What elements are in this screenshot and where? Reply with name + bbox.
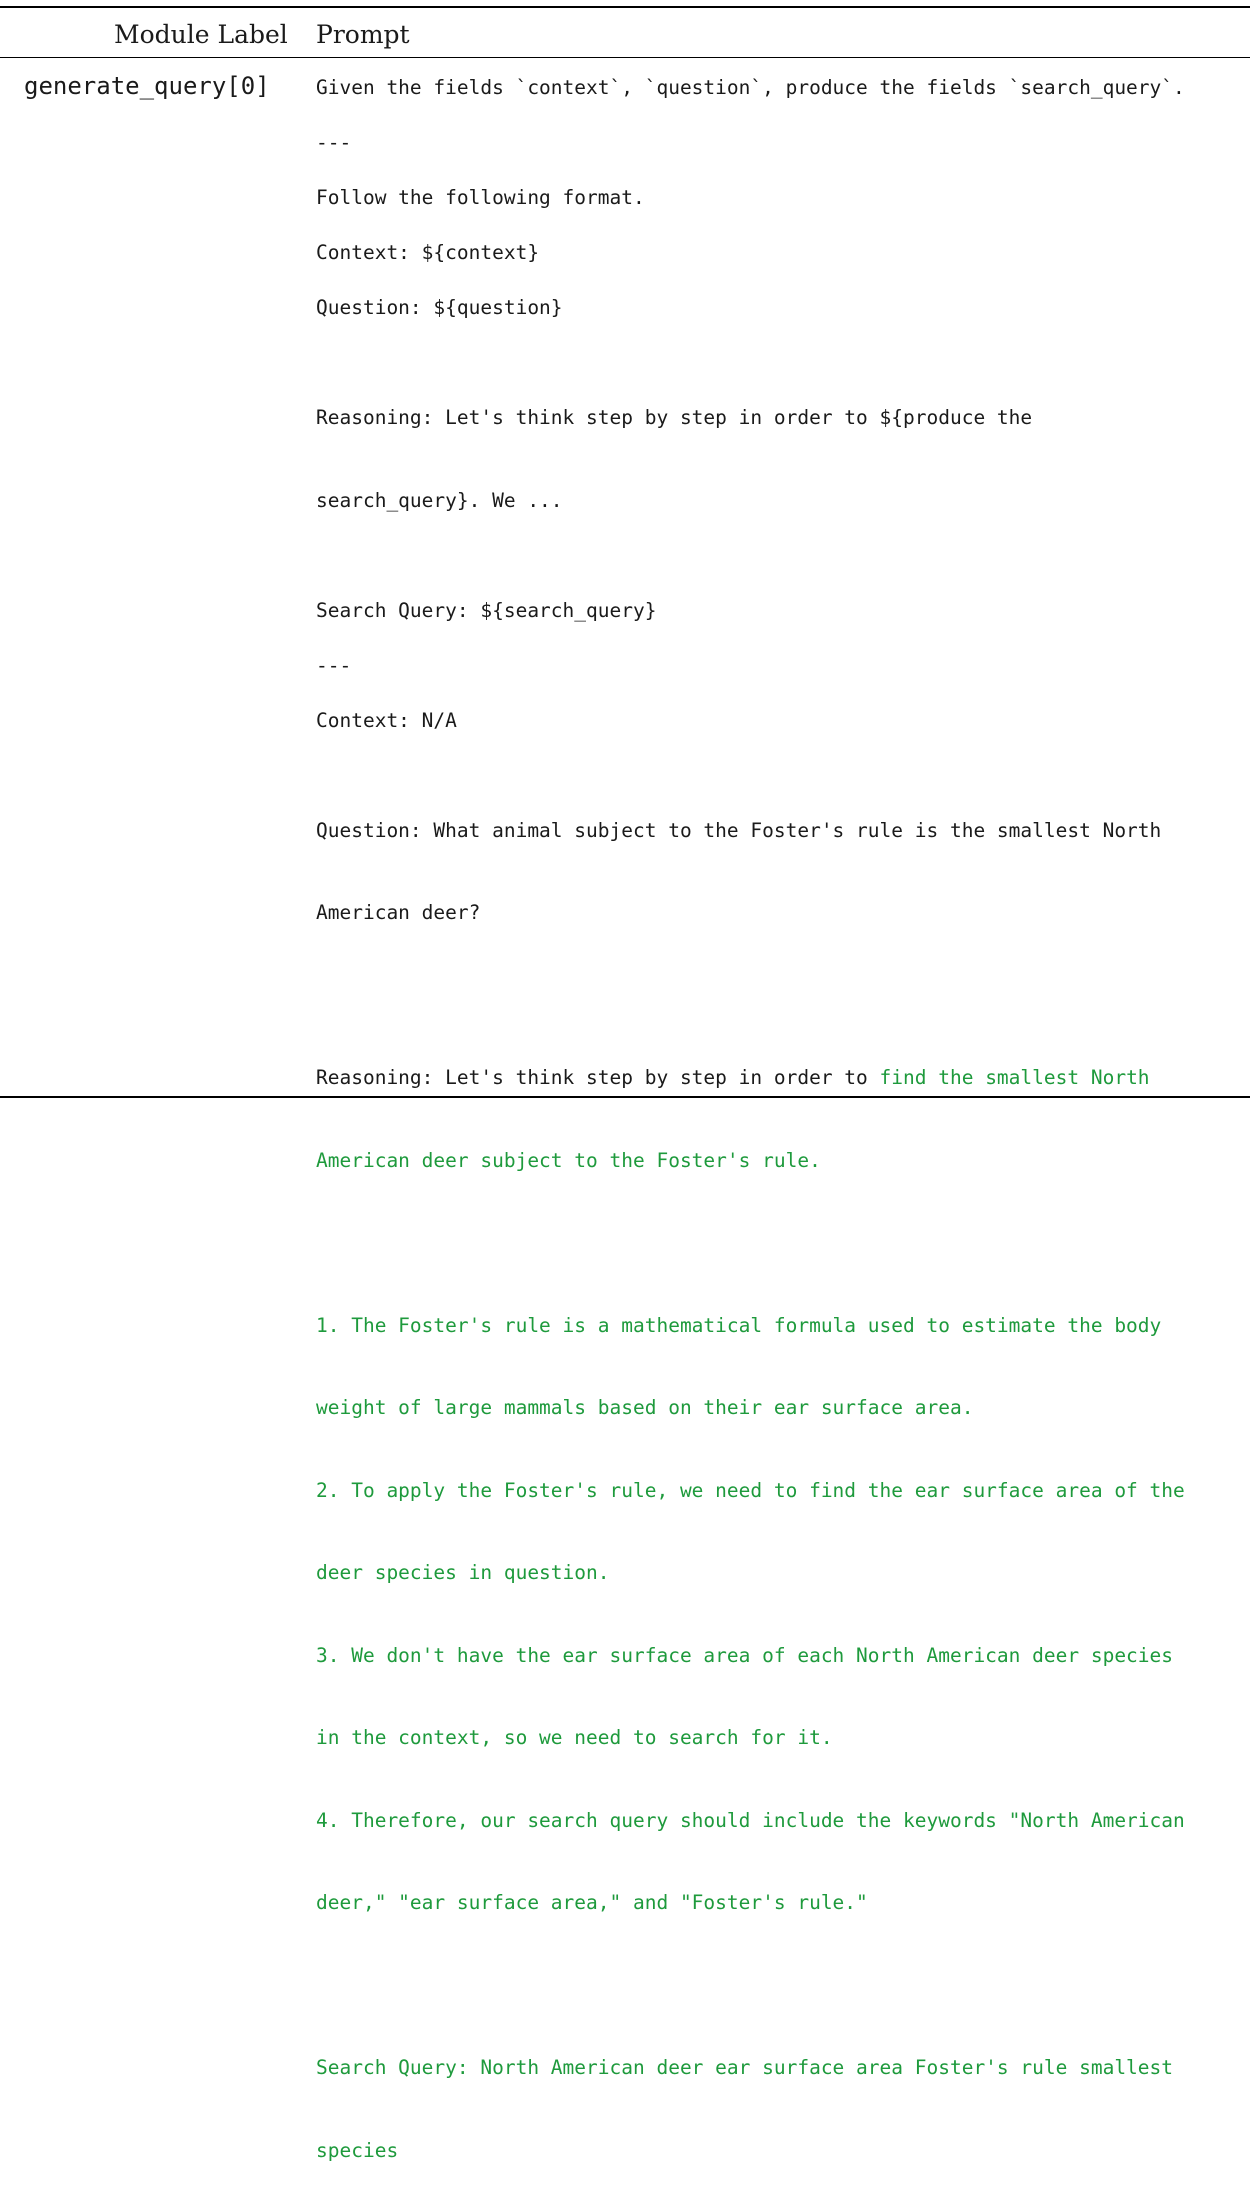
context-value: Context: N/A [316,708,457,732]
search-query-value [316,1999,1246,2206]
table-top-rule [0,6,1250,8]
reasoning-prefix: Reasoning: Let's think step by step in order to [316,1066,880,1089]
search-query-line-1: Search Query: North American deer ear surface area Foster's rule smallest [316,2056,1174,2079]
step-line: in the context, so we need to search for it. [316,1726,833,1749]
format-search-query: Search Query: ${search_query} [316,598,657,622]
step-line: 3. We don't have the ear surface area of each North American deer species [316,1643,1174,1667]
step-line: 1. The Foster's rule is a mathematical formula used to estimate the body [316,1313,1162,1337]
step-line: 2. To apply the Foster's rule, we need to find the ear surface area of the [316,1478,1185,1502]
table-bottom-rule [0,1096,1250,1098]
step-line: weight of large mammals based on their ear surface area. [316,1396,974,1419]
separator-2: --- [316,653,352,677]
format-reasoning-line-1: Reasoning: Let's think step by step in order to ${produce the [316,406,1033,429]
question-line-2: American deer? [316,901,481,924]
step-line: deer," "ear surface area," and "Foster's rule." [316,1891,868,1914]
reasoning-steps [316,1257,1246,1972]
instruction-text: Given the fields `context`, `question`, produce the fields `search_query`. [316,76,1185,99]
format-reasoning-line-2: search_query}. We ... [316,488,563,512]
format-intro: Follow the following format. [316,186,645,209]
separator-1: --- [316,131,352,154]
module-label-cell: generate_query[0] [24,72,270,100]
step-line: 4. Therefore, our search query should include the keywords "North American [316,1808,1185,1832]
reasoning-generated-2: American deer subject to the Foster's rule. [316,1148,821,1172]
header-rule [0,57,1250,58]
question-value [316,762,1246,982]
format-reasoning [316,349,1246,569]
reasoning-line-1 [316,1064,1246,1092]
header-module-label: Module Label [114,20,288,49]
question-line-1: Question: What animal subject to the Foster's rule is the smallest North [316,818,1162,842]
format-context: Context: ${context} [316,241,540,264]
search-query-line-2: species [316,2138,399,2162]
header-prompt: Prompt [316,20,410,49]
format-question: Question: ${question} [316,296,563,319]
prompt-cell [316,74,1246,2206]
step-line: deer species in question. [316,1561,610,1584]
reasoning-generated-1: find the smallest North [879,1066,1150,1089]
reasoning-value [316,1009,1246,1229]
